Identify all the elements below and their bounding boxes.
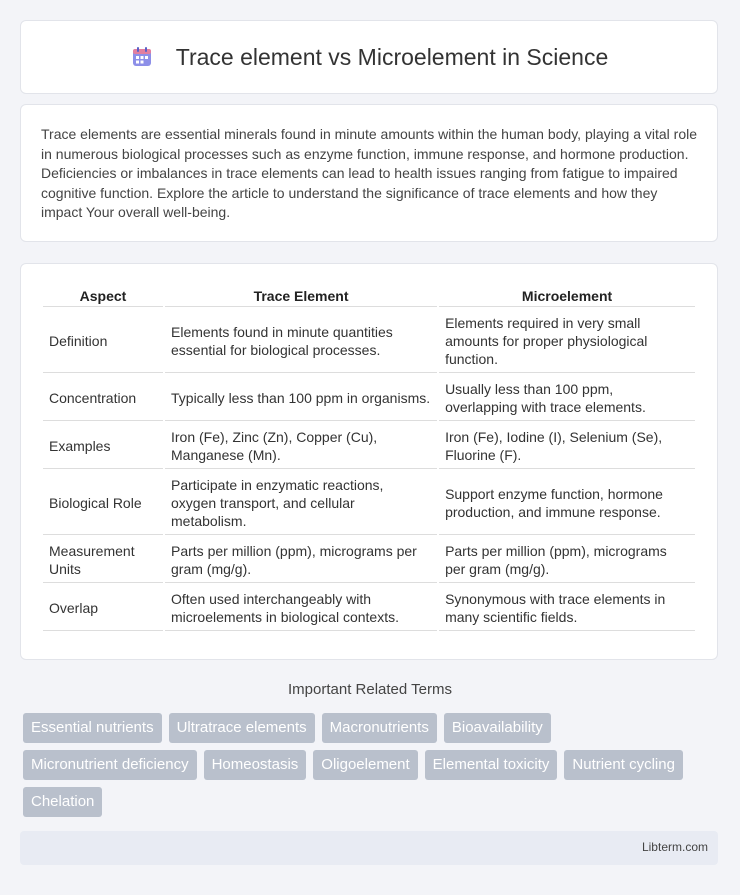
comparison-table — [41, 280, 697, 633]
row-microelement: Elements required in very small amounts for proper physiological function. — [439, 309, 695, 373]
table-row — [43, 375, 695, 421]
row-trace-element: Elements found in minute quantities essential for biological processes. — [165, 309, 437, 373]
term-tag[interactable]: Micronutrient deficiency — [23, 750, 197, 780]
table-row — [43, 585, 695, 631]
term-tag[interactable]: Macronutrients — [322, 713, 437, 743]
row-aspect: Definition — [43, 309, 163, 373]
row-aspect: Overlap — [43, 585, 163, 631]
term-tag[interactable]: Homeostasis — [204, 750, 307, 780]
related-terms-heading: Important Related Terms — [288, 681, 452, 698]
row-aspect: Concentration — [43, 375, 163, 421]
table-row — [43, 471, 695, 535]
row-microelement: Parts per million (ppm), micrograms per gram (mg/g). — [439, 537, 695, 583]
related-terms-list — [23, 713, 723, 817]
table-header-row — [43, 282, 695, 307]
term-tag[interactable]: Oligoelement — [313, 750, 417, 780]
table-row — [43, 537, 695, 583]
row-microelement: Usually less than 100 ppm, overlapping with trace elements. — [439, 375, 695, 421]
page-title: Trace element vs Microelement in Science — [175, 43, 609, 70]
table-row — [43, 423, 695, 469]
row-trace-element: Parts per million (ppm), micrograms per gram (mg/g). — [165, 537, 437, 583]
title-card — [20, 20, 718, 94]
row-trace-element: Often used interchangeably with microelements in biological contexts. — [165, 585, 437, 631]
term-tag[interactable]: Chelation — [23, 787, 102, 817]
footer — [20, 831, 718, 865]
row-aspect: Biological Role — [43, 471, 163, 535]
header-aspect: Aspect — [43, 282, 163, 307]
calendar-icon — [130, 45, 154, 69]
row-aspect: Measurement Units — [43, 537, 163, 583]
row-microelement: Synonymous with trace elements in many scientific fields. — [439, 585, 695, 631]
intro-card — [20, 104, 718, 242]
footer-site-link[interactable]: Libterm.com — [641, 840, 708, 854]
header-microelement: Microelement — [439, 282, 695, 307]
row-trace-element: Typically less than 100 ppm in organisms. — [165, 375, 437, 421]
row-aspect: Examples — [43, 423, 163, 469]
row-trace-element: Participate in enzymatic reactions, oxygen transport, and cellular metabolism. — [165, 471, 437, 535]
header-trace-element: Trace Element — [165, 282, 437, 307]
table-row — [43, 309, 695, 373]
term-tag[interactable]: Bioavailability — [444, 713, 551, 743]
row-trace-element: Iron (Fe), Zinc (Zn), Copper (Cu), Manganese (Mn). — [165, 423, 437, 469]
row-microelement: Support enzyme function, hormone production, and immune response. — [439, 471, 695, 535]
term-tag[interactable]: Elemental toxicity — [425, 750, 558, 780]
comparison-card — [20, 263, 718, 660]
term-tag[interactable]: Nutrient cycling — [564, 750, 683, 780]
intro-text: Trace elements are essential minerals found in minute amounts within the human body, playing a vital role in numerous biological processes such as enzyme function, immune response, and hormone production. Deficiencies or imbalances in trace elements can lead to health issues ranging from fatigue to impaired cognitive function. Explore the article to understand the significance of trace elements and how they impact Your overall well-being. — [41, 126, 698, 221]
term-tag[interactable]: Essential nutrients — [23, 713, 162, 743]
term-tag[interactable]: Ultratrace elements — [169, 713, 315, 743]
row-microelement: Iron (Fe), Iodine (I), Selenium (Se), Fluorine (F). — [439, 423, 695, 469]
